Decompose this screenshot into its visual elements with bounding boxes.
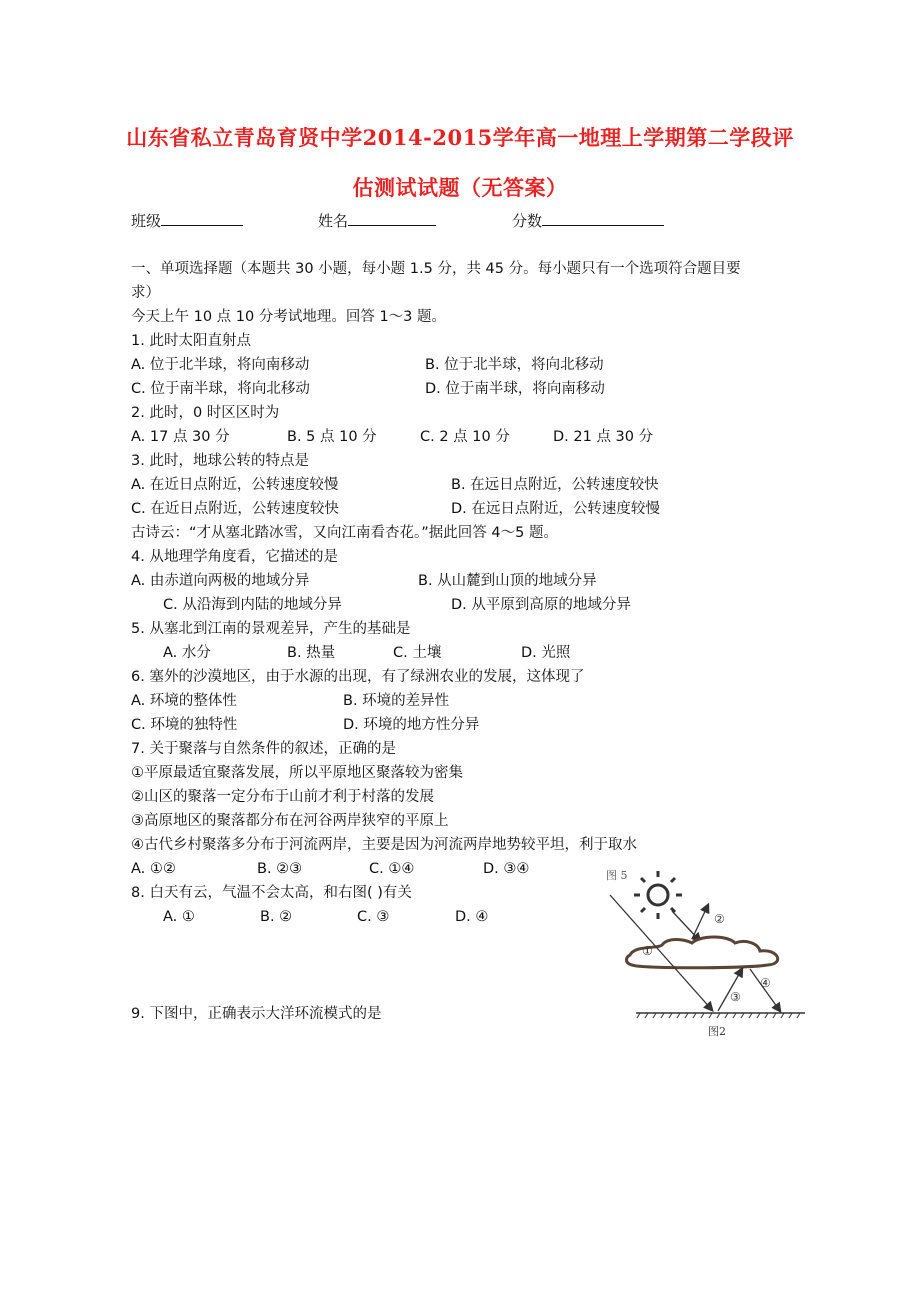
class-blank[interactable]: [161, 211, 243, 226]
q6-stem: 6. 塞外的沙漠地区，由于水源的出现，有了绿洲农业的发展，这体现了: [131, 669, 585, 685]
q1-option-d[interactable]: D. 位于南半球，将向南移动: [425, 381, 605, 397]
class-label: 班级: [131, 212, 162, 230]
name-blank[interactable]: [348, 211, 436, 226]
q8-option-d[interactable]: D. ④: [455, 909, 489, 925]
q3-option-a[interactable]: A. 在近日点附近，公转速度较慢: [131, 477, 339, 493]
sun-icon: [634, 871, 682, 919]
arrow-label-3: ③: [730, 990, 741, 1004]
page-title-line1: 山东省私立青岛育贤中学2014-2015学年高一地理上学期第二学段评: [126, 125, 794, 150]
section-heading-line1: 一、单项选择题（本题共 30 小题，每小题 1.5 分，共 45 分。每小题只有一个选项符合题目要: [131, 261, 741, 277]
q1-option-c[interactable]: C. 位于南半球，将向北移动: [131, 381, 310, 397]
q3-option-b[interactable]: B. 在远日点附近，公转速度较快: [451, 477, 659, 493]
name-field: [318, 210, 436, 231]
q4-stem: 4. 从地理学角度看，它描述的是: [131, 549, 338, 565]
section-heading-line2: 求）: [131, 285, 160, 301]
q7-option-a[interactable]: A. ①②: [131, 861, 176, 877]
arrow-label-4: ④: [760, 976, 771, 990]
q1-option-a[interactable]: A. 位于北半球，将向南移动: [131, 357, 310, 373]
q7-statement-3: ③高原地区的聚落都分布在河谷两岸狭窄的平原上: [131, 813, 449, 829]
q2-stem: 2. 此时，0 时区区时为: [131, 405, 280, 421]
intro-q1-3: 今天上午 10 点 10 分考试地理。回答 1～3 题。: [131, 309, 447, 325]
q5-option-a[interactable]: A. 水分: [163, 645, 211, 661]
figure-caption: 图2: [708, 1025, 726, 1038]
q6-option-a[interactable]: A. 环境的整体性: [131, 693, 237, 709]
q9-stem: 9. 下图中，正确表示大洋环流模式的是: [131, 1006, 382, 1022]
q3-stem: 3. 此时，地球公转的特点是: [131, 453, 309, 469]
q7-statement-2: ②山区的聚落一定分布于山前才利于村落的发展: [131, 789, 434, 805]
q5-option-b[interactable]: B. 热量: [287, 645, 336, 661]
atmosphere-radiation-diagram: [600, 865, 810, 1040]
q6-option-b[interactable]: B. 环境的差异性: [343, 693, 450, 709]
page-title-line2: 估测试试题（无答案）: [352, 175, 568, 200]
score-label: 分数: [512, 212, 543, 230]
q6-option-c[interactable]: C. 环境的独特性: [131, 717, 238, 733]
q5-stem: 5. 从塞北到江南的景观差异，产生的基础是: [131, 621, 411, 637]
q5-option-c[interactable]: C. 土壤: [393, 645, 442, 661]
q5-option-d[interactable]: D. 光照: [521, 645, 571, 661]
q7-option-d[interactable]: D. ③④: [483, 861, 530, 877]
q8-stem: 8. 白天有云，气温不会太高，和右图( )有关: [131, 885, 412, 901]
class-field: [131, 210, 243, 231]
q2-option-b[interactable]: B. 5 点 10 分: [287, 429, 377, 445]
q4-option-b[interactable]: B. 从山麓到山顶的地域分异: [418, 573, 597, 589]
q1-option-b[interactable]: B. 位于北半球，将向北移动: [425, 357, 604, 373]
q3-option-c[interactable]: C. 在近日点附近，公转速度较快: [131, 501, 339, 517]
q8-option-b[interactable]: B. ②: [260, 909, 293, 925]
score-field: [512, 210, 664, 231]
q7-stem: 7. 关于聚落与自然条件的叙述，正确的是: [131, 741, 396, 757]
q6-option-d[interactable]: D. 环境的地方性分异: [343, 717, 480, 733]
arrow-label-2: ②: [714, 912, 725, 926]
q8-option-a[interactable]: A. ①: [163, 909, 195, 925]
score-blank[interactable]: [542, 211, 664, 226]
q2-option-a[interactable]: A. 17 点 30 分: [131, 429, 230, 445]
q4-option-a[interactable]: A. 由赤道向两极的地域分异: [131, 573, 310, 589]
q2-option-c[interactable]: C. 2 点 10 分: [420, 429, 510, 445]
name-label: 姓名: [318, 212, 349, 230]
arrow-label-1: ①: [642, 944, 653, 958]
figure-top-label: 图 5: [606, 869, 628, 882]
q7-option-b[interactable]: B. ②③: [257, 861, 303, 877]
intro-q4-5: 古诗云：“才从塞北踏冰雪，又向江南看杏花。”据此回答 4～5 题。: [131, 525, 558, 541]
q4-option-d[interactable]: D. 从平原到高原的地域分异: [451, 597, 631, 613]
q7-statement-1: ①平原最适宜聚落发展，所以平原地区聚落较为密集: [131, 765, 463, 781]
radiation-figure: [600, 865, 810, 1040]
q2-option-d[interactable]: D. 21 点 30 分: [553, 429, 654, 445]
q7-statement-4: ④古代乡村聚落多分布于河流两岸，主要是因为河流两岸地势较平坦，利于取水: [131, 837, 637, 853]
q1-stem: 1. 此时太阳直射点: [131, 333, 251, 349]
q3-option-d[interactable]: D. 在远日点附近，公转速度较慢: [451, 501, 660, 517]
q8-option-c[interactable]: C. ③: [357, 909, 390, 925]
q4-option-c[interactable]: C. 从沿海到内陆的地域分异: [163, 597, 342, 613]
q7-option-c[interactable]: C. ①④: [369, 861, 415, 877]
